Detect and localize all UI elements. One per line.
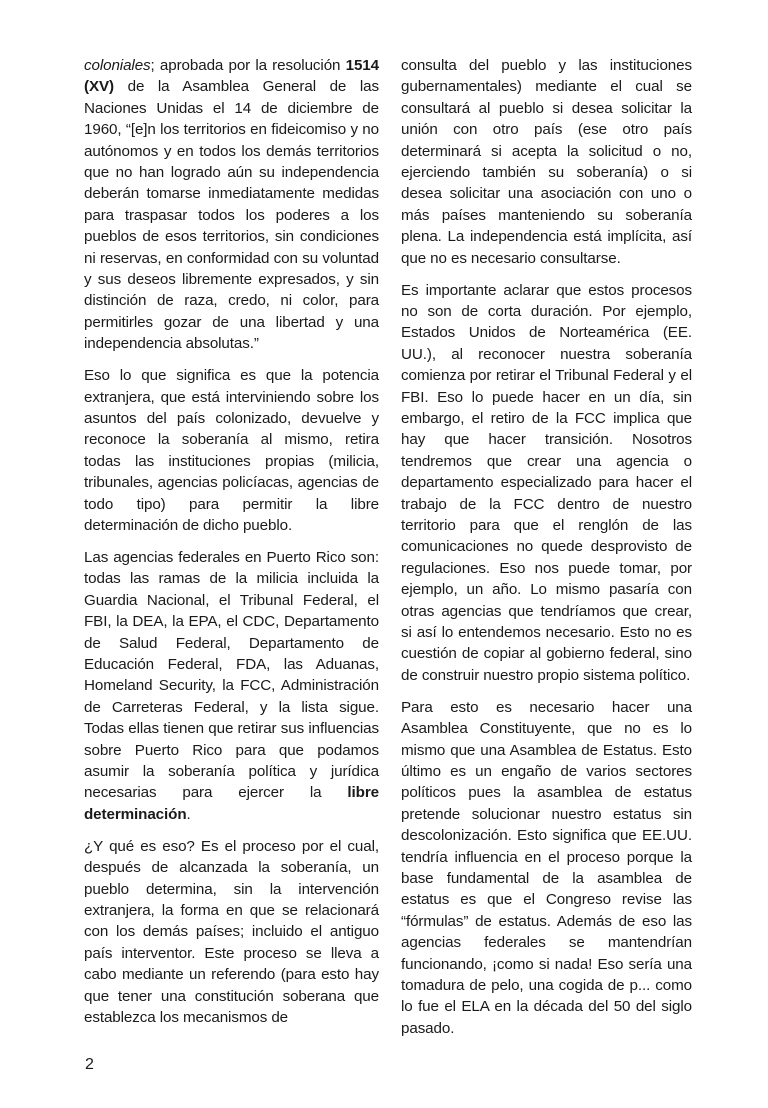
right-column <box>401 55 692 1050</box>
italic-term: coloniales <box>84 57 151 74</box>
bold-resolution-ref: 1514 (XV) <box>84 57 379 96</box>
paragraph-federal-agencies: Las agencias federales en Puerto Rico son: todas las ramas de la milicia incluida la Guardia Nacional, el Tribunal Federal, el FBI, la DEA, la EPA, el CDC, Departamento de Salud Federal, Departamento de Educación Federal, FDA, las Aduanas, Homeland Security, la FCC, Administración de Carreteras Federal, y la lista sigue. Todas ellas tienen que retirar sus influencias sobre Puerto Rico para que podamos asumir la soberanía política y jurídica necesarias para ejercer la libre determinación. <box>84 548 379 823</box>
paragraph-constituent-assembly: Para esto es necesario hacer una Asamblea Constituyente, que no es lo mismo que una Asamblea de Estatus. Esto último es un engaño de varios sectores políticos pues la asamblea de estatus pretende solucionar nuestro estatus sin descolonización. Esto significa que EE.UU. tendría influencia en el proceso porque la base fundamental de la asamblea de estatus es que el Congreso revise las “fórmulas” de estatus. Además de eso las agencias federales se mantendrían funcionando, ¡como si nada! Eso sería una tomadura de pelo, una cogida de p... como lo fue el ELA en la década del 50 del siglo pasado. <box>401 698 692 1037</box>
page-number: 2 <box>85 1056 94 1073</box>
paragraph-process-duration: Es importante aclarar que estos procesos no son de corta duración. Por ejemplo, Estados Unidos de Norteamérica (EE. UU.), al reconocer nuestra soberanía comienza por retirar el Tribunal Federal y el FBI. Eso lo puede hacer en un día, sin embargo, el retiro de la FCC implica que hay que hacer transición. Nosotros tendremos que crear una agencia o departamento especializado para hacer el trabajo de la FCC dentro de nuestro territorio para que el renglón de las comunicaciones no quede desprovisto de regulaciones. Eso nos puede tomar, por ejemplo, un año. Lo mismo pasaría con otras agencias que tendríamos que crear, si así lo entendemos necesario. Esto no es cuestión de copiar al gobierno federal, sino de construir nuestro propio sistema político. <box>401 281 692 684</box>
left-column <box>84 55 379 1039</box>
paragraph-resolution-quote: coloniales; aprobada por la resolución 1514 (XV) de la Asamblea General de las Naciones Unidas el 14 de diciembre de 1960, “[e]n los territorios en fideicomiso y no autónomos y en todos los demás territorios que no han logrado aún su independencia deberán tomarse inmediatamente medidas para traspasar todos los poderes a los pueblos de esos territorios, sin condiciones ni reservas, en conformidad con su voluntad y sus deseos libremente expresados, y sin distinción de raza, credo, ni color, para permitirles gozar de una libertad y una independencia absolutas.” <box>84 57 379 353</box>
bold-libre-determinacion: libre determinación <box>84 784 379 823</box>
paragraph-what-is-it: ¿Y qué es eso? Es el proceso por el cual, después de alcanzada la soberanía, un pueblo determina, sin la intervención extranjera, la forma en que se relacionará con los demás países; incluido el antiguo país interventor. Este proceso se lleva a cabo mediante un referendo (para esto hay que tener una constitución soberana que establezca los mecanismos de <box>84 837 379 1026</box>
paragraph-consultation: consulta del pueblo y las instituciones gubernamentales) mediante el cual se consultará al pueblo si desea solicitar la unión con otro país (ese otro país determinará si acepta la solicitud o no, ejerciendo también su soberanía) o si desea solicitar una asociación con uno o más países manteniendo su soberanía plena. La independencia está implícita, así que no es necesario consultarse. <box>401 57 692 267</box>
paragraph-meaning: Eso lo que significa es que la potencia extranjera, que está interviniendo sobre los asuntos del país colonizado, devuelve y reconoce la soberanía al mismo, retira todas las instituciones propias (milicia, tribunales, agencias policíacas, agencias de todo tipo) para permitir la libre determinación de dicho pueblo. <box>84 367 379 535</box>
